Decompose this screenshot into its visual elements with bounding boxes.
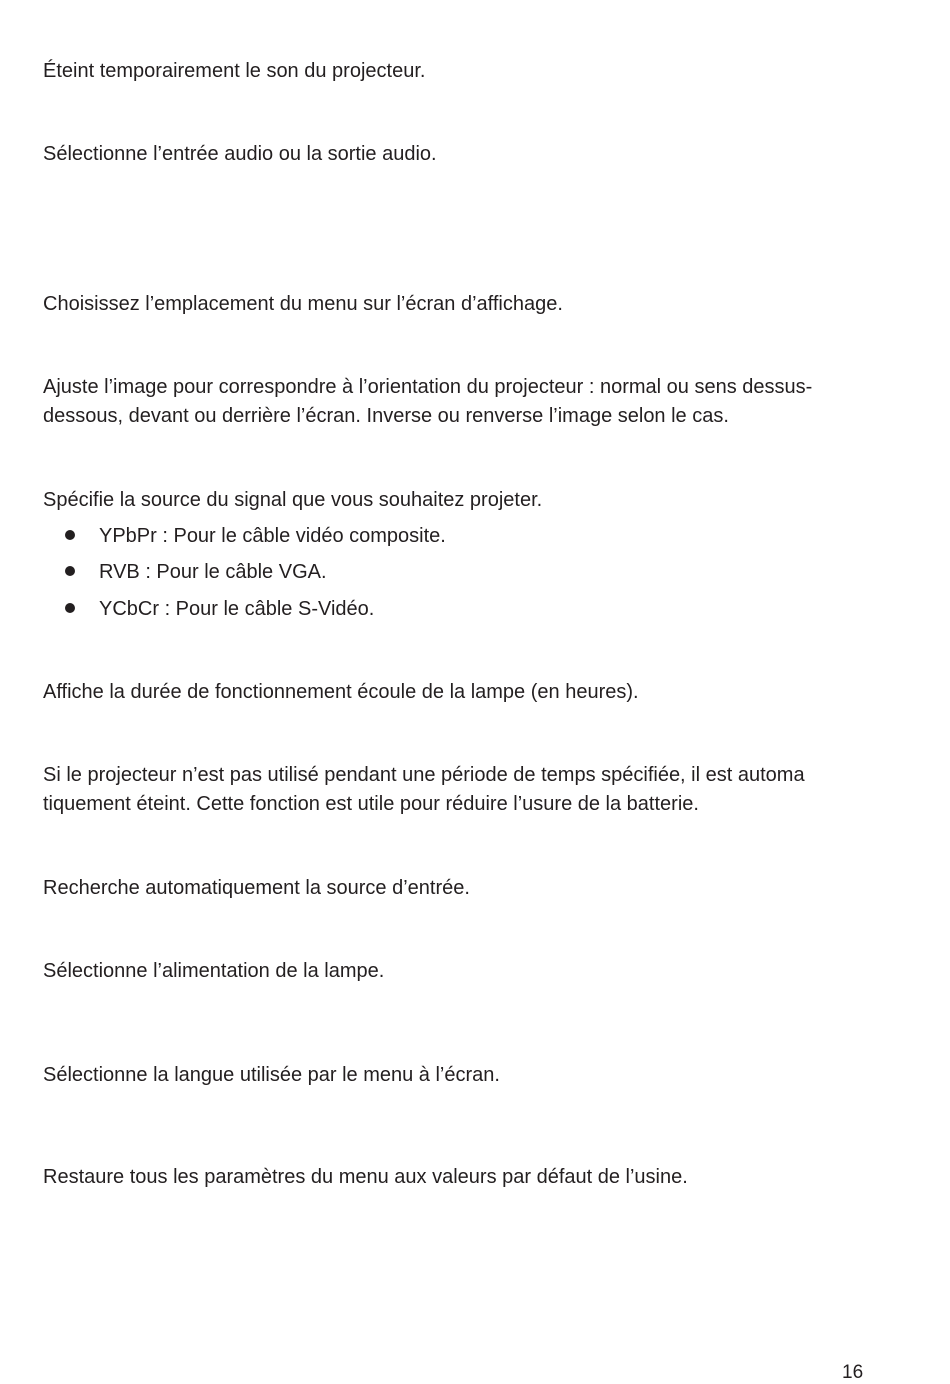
list-item <box>65 558 327 587</box>
list-item-text: YCbCr : Pour le câble S-Vidéo. <box>99 598 375 620</box>
projection-description-line-1: Ajuste l’image pour correspondre à l’orientation du projecteur : normal ou sens dessus- <box>43 376 813 398</box>
projection-description-line-2: dessous, devant ou derrière l’écran. Inverse ou renverse l’image selon le cas. <box>43 405 729 427</box>
menu-position-description: Choisissez l’emplacement du menu sur l’écran d’affichage. <box>43 293 563 315</box>
bullet-icon <box>65 603 75 613</box>
mute-description: Éteint temporairement le son du projecteur. <box>43 60 426 82</box>
auto-off-description-line-2: tiquement éteint. Cette fonction est utile pour réduire l’usure de la batterie. <box>43 793 699 815</box>
lamp-hours-description: Affiche la durée de fonctionnement écoule de la lampe (en heures). <box>43 681 639 703</box>
page-number: 16 <box>842 1362 864 1383</box>
reset-description: Restaure tous les paramètres du menu aux valeurs par défaut de l’usine. <box>43 1166 688 1188</box>
bullet-icon <box>65 566 75 576</box>
signal-source-description: Spécifie la source du signal que vous souhaitez projeter. <box>43 489 543 511</box>
bullet-icon <box>65 530 75 540</box>
auto-off-description-line-1: Si le projecteur n’est pas utilisé pendant une période de temps spécifiée, il est automa <box>43 764 805 786</box>
list-item <box>65 595 374 624</box>
list-item-text: YPbPr : Pour le câble vidéo composite. <box>99 525 446 547</box>
list-item-text: RVB : Pour le câble VGA. <box>99 561 327 583</box>
audio-description: Sélectionne l’entrée audio ou la sortie audio. <box>43 143 437 165</box>
lamp-power-description: Sélectionne l’alimentation de la lampe. <box>43 960 385 982</box>
list-item <box>65 522 446 551</box>
auto-source-description: Recherche automatiquement la source d’entrée. <box>43 877 470 899</box>
language-description: Sélectionne la langue utilisée par le menu à l’écran. <box>43 1064 500 1086</box>
